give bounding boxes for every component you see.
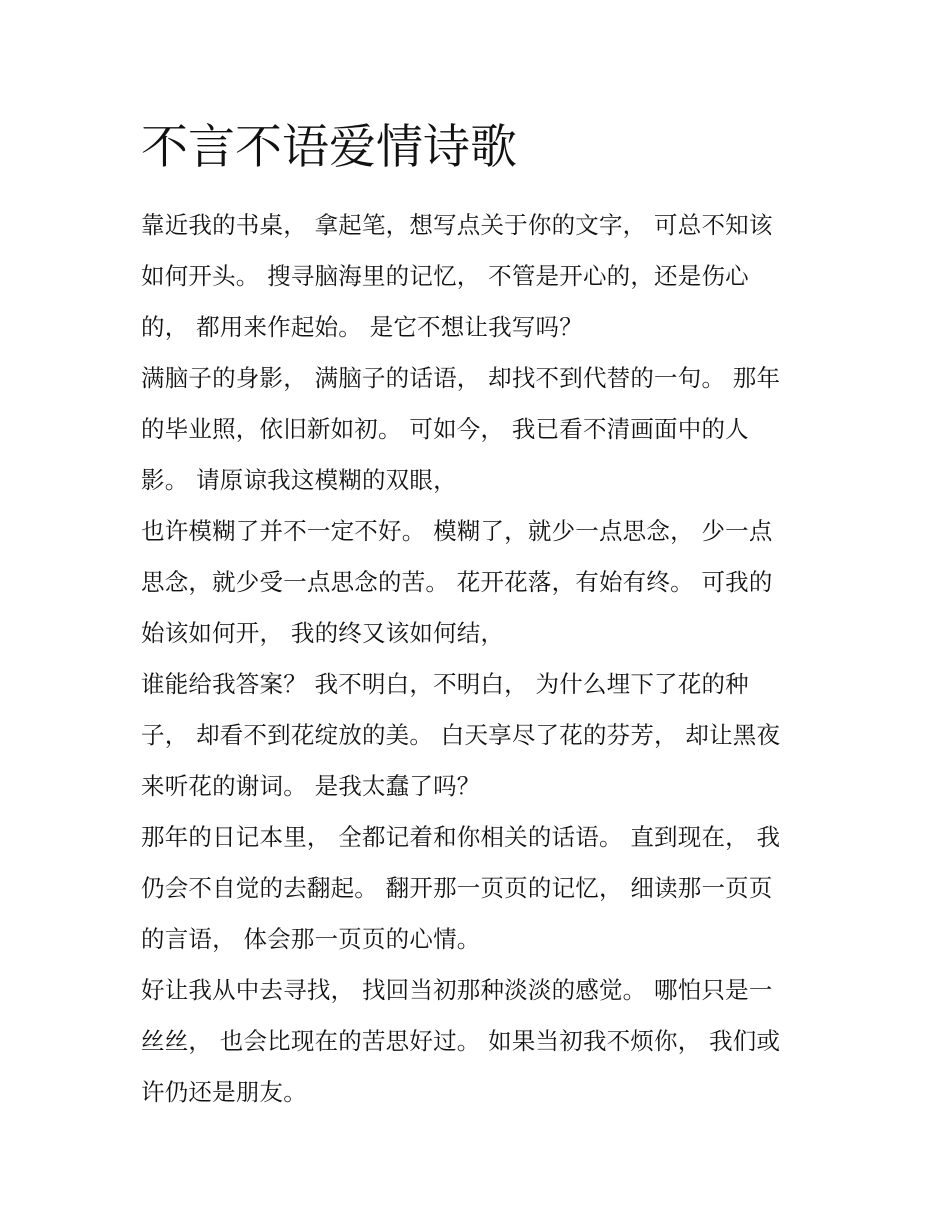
text-line: 也许模糊了并不一定不好。 模糊了，就少一点思念， 少一点 bbox=[141, 517, 773, 545]
text-line: 那年的日记本里， 全都记着和你相关的话语。 直到现在， 我 bbox=[141, 823, 781, 851]
text-line: 如何开头。 搜寻脑海里的记忆， 不管是开心的，还是伤心 bbox=[141, 262, 749, 290]
text-line: 好让我从中去寻找， 找回当初那种淡淡的感觉。 哪怕只是一 bbox=[141, 976, 773, 1004]
text-line: 的毕业照，依旧新如初。 可如今， 我已看不清画面中的人 bbox=[141, 415, 749, 443]
paragraph-3 bbox=[141, 506, 811, 659]
text-line: 的， 都用来作起始。 是它不想让我写吗？ bbox=[141, 313, 583, 341]
text-line: 仍会不自觉的去翻起。 翻开那一页页的记忆， 细读那一页页 bbox=[141, 874, 773, 902]
document-content bbox=[141, 112, 811, 1118]
text-line: 丝丝， 也会比现在的苦思好过。 如果当初我不烦你， 我们或 bbox=[141, 1027, 781, 1055]
paragraph-2 bbox=[141, 353, 811, 506]
paragraph-6 bbox=[141, 965, 811, 1118]
text-line: 子， 却看不到花绽放的美。 白天享尽了花的芬芳， 却让黑夜 bbox=[141, 721, 781, 749]
text-line: 来听花的谢词。 是我太蠢了吗？ bbox=[141, 772, 481, 800]
text-line: 许仍还是朋友。 bbox=[141, 1078, 307, 1106]
text-line: 靠近我的书桌， 拿起笔，想写点关于你的文字， 可总不知该 bbox=[141, 211, 773, 239]
paragraph-1 bbox=[141, 200, 811, 353]
text-line: 始该如何开， 我的终又该如何结， bbox=[141, 619, 505, 647]
text-line: 谁能给我答案？ 我不明白，不明白， 为什么埋下了花的种 bbox=[141, 670, 749, 698]
text-line: 影。 请原谅我这模糊的双眼， bbox=[141, 466, 457, 494]
text-line: 思念，就少受一点思念的苦。 花开花落，有始有终。 可我的 bbox=[141, 568, 773, 596]
paragraph-4 bbox=[141, 659, 811, 812]
paragraph-5 bbox=[141, 812, 811, 965]
document-title: 不言不语爱情诗歌 bbox=[141, 120, 517, 175]
text-line: 的言语， 体会那一页页的心情。 bbox=[141, 925, 481, 953]
text-line: 满脑子的身影， 满脑子的话语， 却找不到代替的一句。 那年 bbox=[141, 364, 781, 392]
